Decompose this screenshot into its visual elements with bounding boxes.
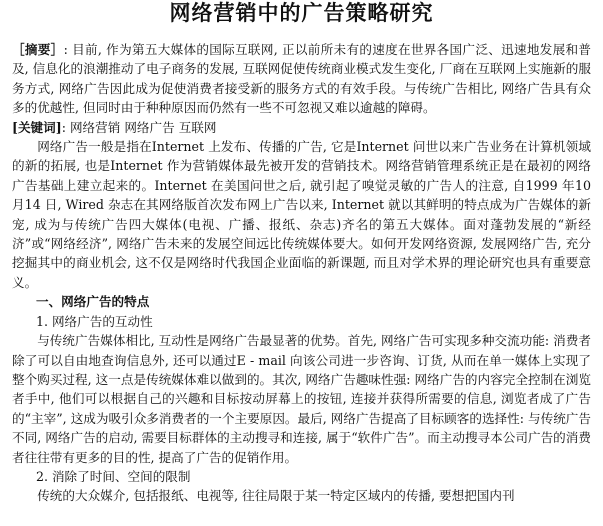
- abstract-label: ［摘要］: [12, 42, 64, 57]
- subsection-paragraph-2: 传统的大众媒介, 包括报纸、电视等, 往往局限于某一特定区域内的传播, 要想把国内刊: [37, 488, 515, 504]
- keywords-text: : 网络营销 网络广告 互联网: [61, 119, 217, 135]
- subsection-title-1: 1. 网络广告的互动性: [35, 313, 153, 329]
- keywords-paragraph: [12, 118, 591, 137]
- abstract-paragraph: [12, 40, 591, 118]
- section-heading: 一、网络广告的特点: [35, 294, 150, 310]
- abstract-text: : 目前, 作为第五大媒体的国际互联网, 正以前所未有的速度在世界各国广泛、迅速地发展和普及, 信息化的浪潮推动了电子商务的发展, 互联网促使传统商业模式发生变化, 厂商在互联网上实施新的服务方式, 网络广告因此成为促使消费者接受新的服务方式的有效手段。与传统广告相比, 网络广告具有众多的优越性, 但同时由于种种原因而仍然有一些不可忽视又难以逾越的障碍。: [12, 42, 592, 116]
- intro-paragraph: 网络广告一般是指在Internet 上发布、传播的广告, 它是Internet 问世以来广告业务在计算机领域的新的拓展, 也是Internet 作为营销媒体最先被开发的营销技术。网络营销管理系统正是在最初的网络广告基础上建立起来的。Internet 在美国问世之后, 就引起了嗅觉灵敏的广告人的注意, 自1999 年10 月14 日, Wired 杂志在其网络版首次发布网上广告以来, Internet 就以其鲜明的特点成为广告媒体的新宠, 成为与传统广告四大媒体(电视、广播、报纸、杂志)齐名的第五大媒体。面对蓬勃发展的“新经济”或“网络经济”, 网络广告未来的发展空间远比传统媒体要大。如何开发网络资源, 发展网络广告, 充分挖掘其中的商业机会, 这不仅是网络时代我国企业面临的新课题, 而且对学术界的理论研究也具有重要意义。: [12, 139, 591, 290]
- subsection-paragraph-1: 与传统广告媒体相比, 互动性是网络广告最显著的优势。首先, 网络广告可实现多种交流功能: 消费者除了可以自由地查询信息外, 还可以通过E - mail 向该公司进一步咨询、订货, 从而在单一媒体上实现了整个购买过程, 这一点是传统媒体难以做到的。其次, 网络广告趣味性强: 网络广告的内容完全控制在浏览者手中, 他们可以根据自己的兴趣和目标按动屏幕上的按钮, 连接并获得所需要的信息, 浏览者成了广告的“主宰”, 这成为吸引众多消费者的一个主要原因。最后, 网络广告提高了目标顾客的选择性: 与传统广告不同, 网络广告的启动, 需要目标群体的主动搜寻和连接, 属于“软件广告”。而主动搜寻本公司广告的消费者往往带有更多的目的性, 提高了广告的促销作用。: [12, 333, 591, 465]
- keywords-label: [关键词]: [12, 119, 62, 135]
- subsection-title-2: 2. 消除了时间、空间的限制: [35, 468, 191, 484]
- paper-title: 网络营销中的广告策略研究: [169, 0, 434, 25]
